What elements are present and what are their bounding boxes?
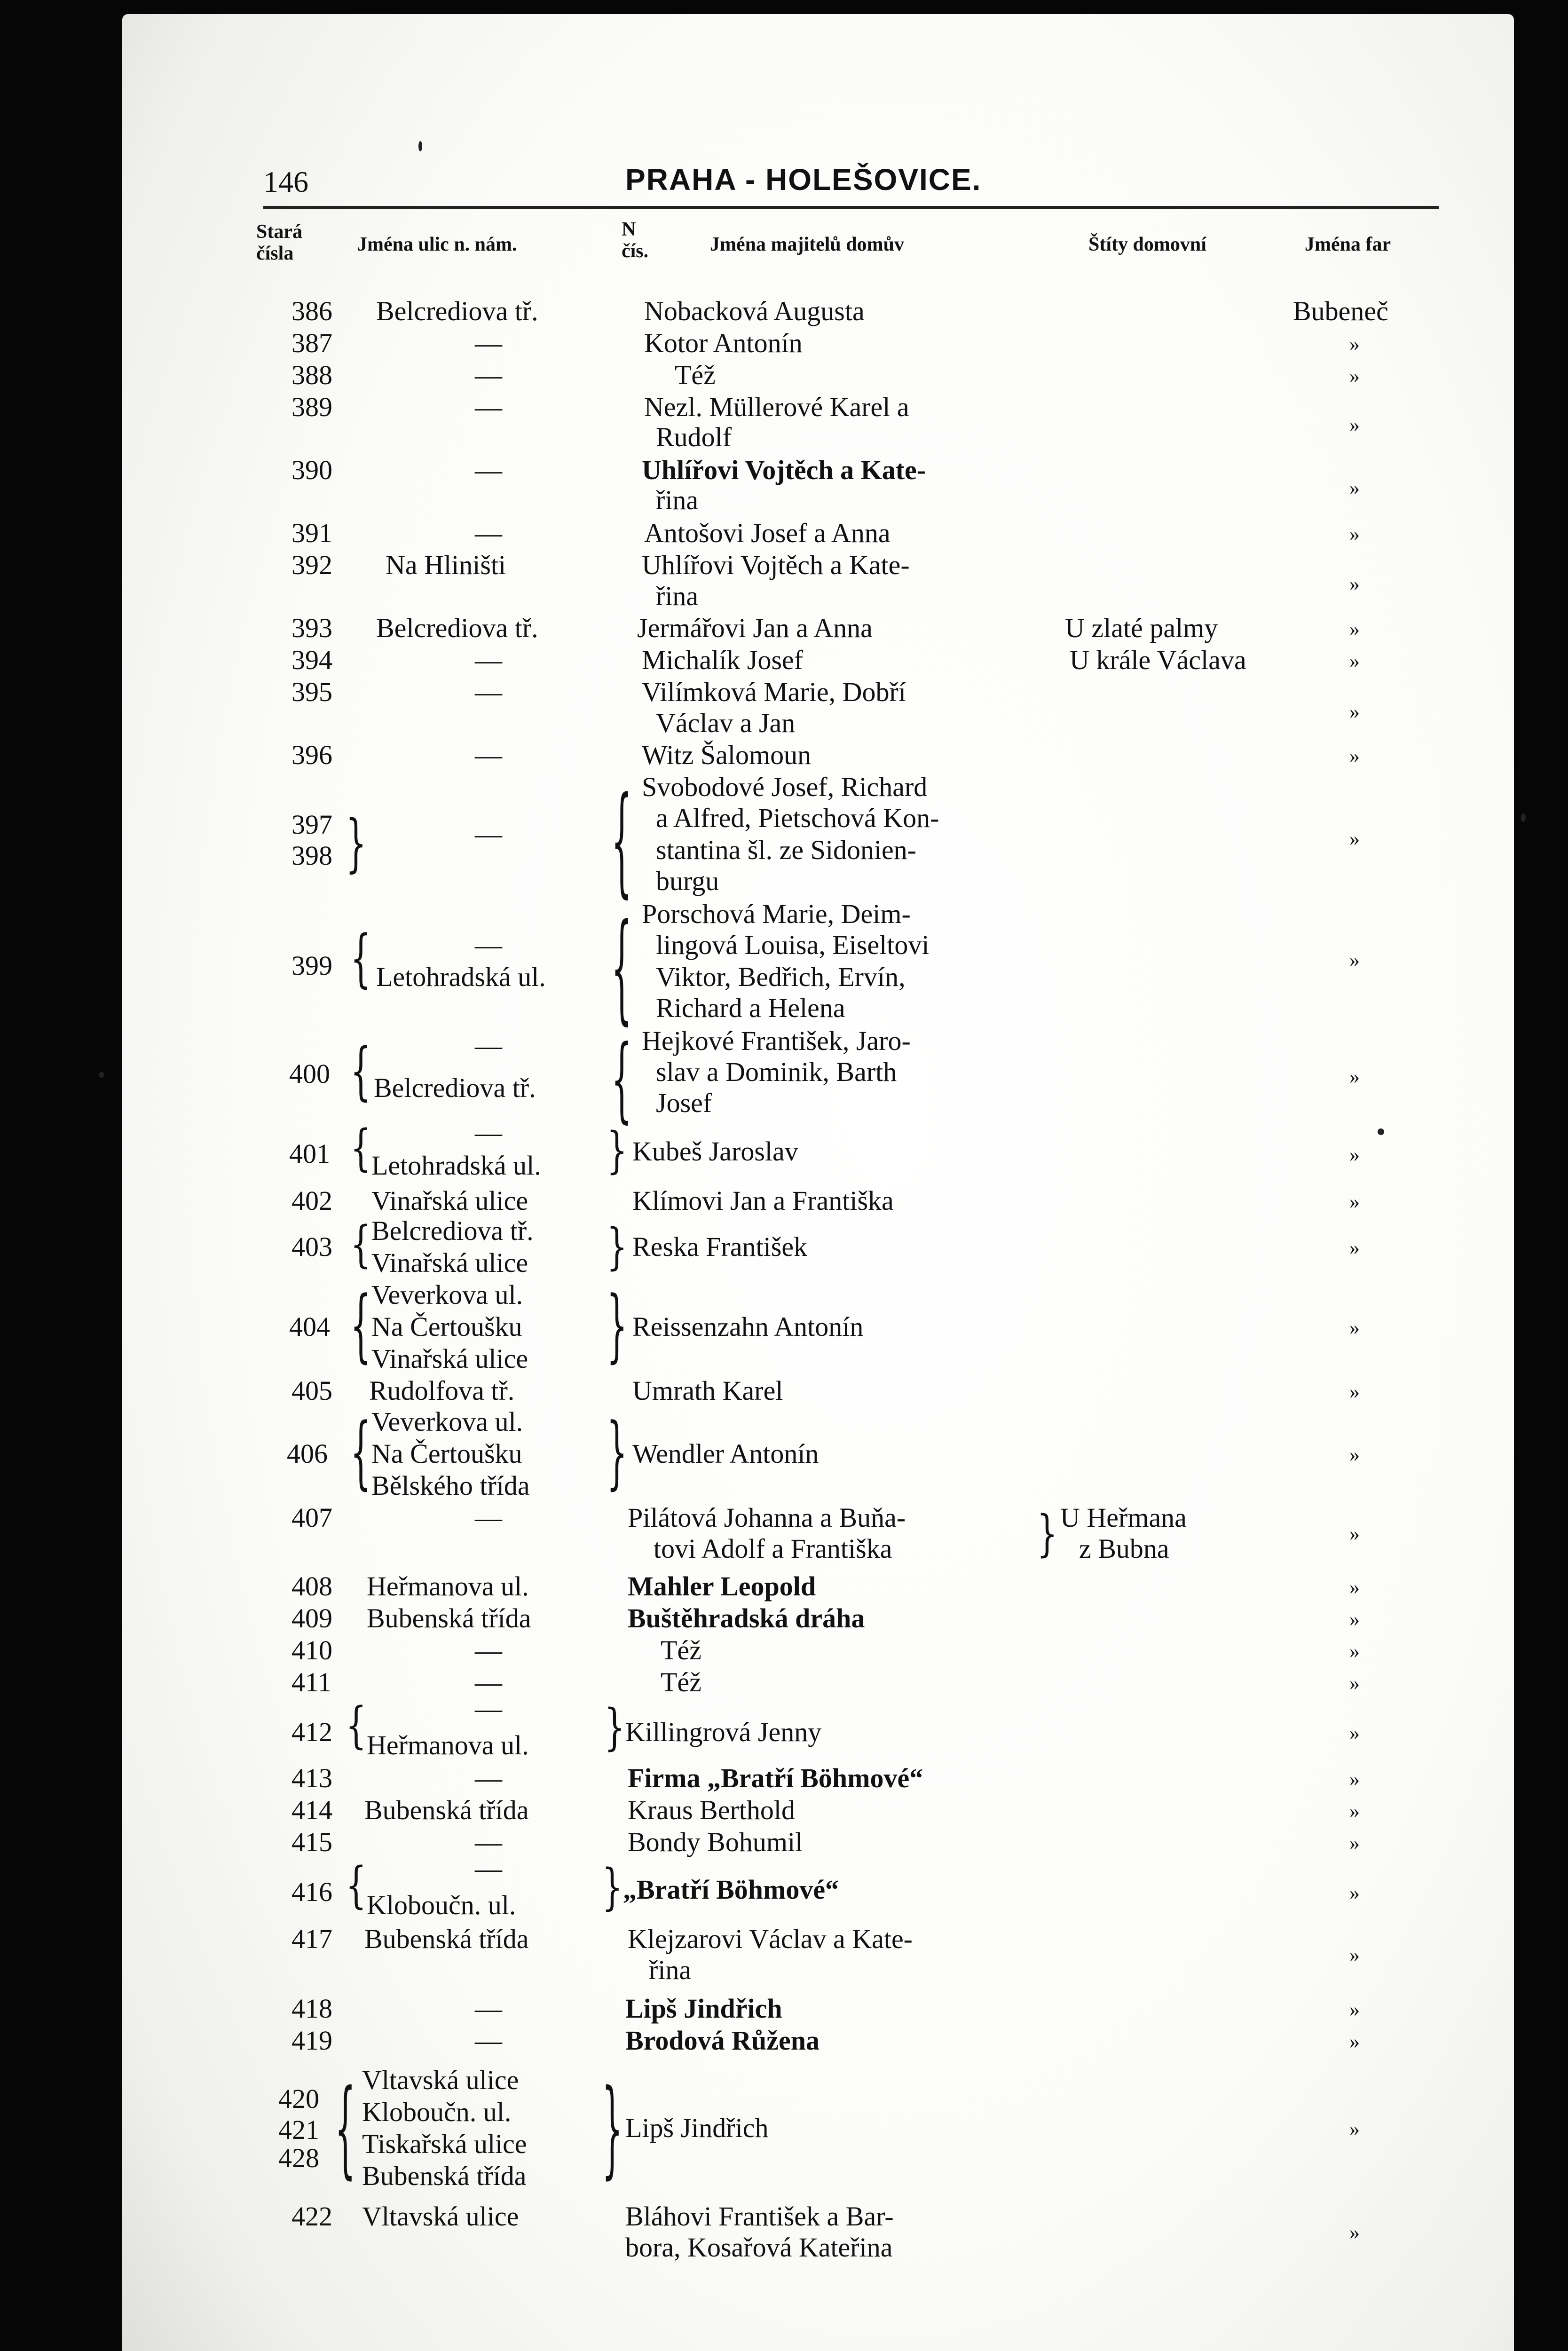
row-num: 419 (292, 2025, 332, 2056)
brace-left: { (350, 1215, 371, 1273)
row-owner-line: Václav a Jan (656, 708, 796, 738)
row-street-line: Kloboučn. ul. (367, 1890, 516, 1920)
ditto-mark: » (1349, 649, 1360, 672)
row-num: 407 (292, 1502, 332, 1533)
row-street-line: Bělského třída (371, 1470, 530, 1501)
row-street-line: Belcrediova tř. (371, 1215, 534, 1246)
brace-right: } (607, 1218, 628, 1276)
row-street: Heřmanova ul. (367, 1571, 529, 1602)
ditto-mark: » (1349, 700, 1360, 723)
row-street-line: Na Čertoušku (371, 1438, 522, 1469)
row-street-line: — (475, 1853, 502, 1884)
row-street-line: Letohradská ul. (371, 1150, 541, 1181)
row-owner-line: řina (656, 485, 699, 515)
scan-speck (99, 1072, 104, 1078)
brace-right: } (607, 1121, 628, 1179)
row-street-line: Na Čertoušku (371, 1311, 522, 1342)
row-num: 417 (292, 1924, 332, 1954)
row-shield: U krále Václava (1070, 645, 1246, 675)
ditto-mark: » (1349, 1143, 1360, 1166)
row-num: 413 (292, 1763, 332, 1793)
ditto-mark: » (1349, 617, 1360, 640)
row-num: 412 (292, 1717, 332, 1747)
row-street: — (475, 1993, 502, 2024)
row-street: — (475, 740, 502, 770)
col-header-parish: Jména far (1305, 234, 1391, 255)
ditto-mark: » (1349, 332, 1360, 355)
row-street: — (475, 1763, 502, 1793)
row-num: 401 (289, 1138, 330, 1169)
page-number: 146 (263, 165, 308, 198)
ditto-mark: » (1349, 1608, 1360, 1631)
row-street: Vinařská ulice (371, 1185, 528, 1216)
ditto-mark: » (1349, 827, 1360, 850)
row-street: — (475, 328, 502, 358)
brace-right: } (604, 1698, 625, 1756)
brace-left: { (611, 1025, 632, 1133)
row-shield-line: z Bubna (1079, 1533, 1169, 1564)
row-num: 390 (292, 455, 332, 485)
row-num: 414 (292, 1795, 332, 1825)
scan-speck (1521, 813, 1526, 822)
row-num: 388 (292, 360, 332, 390)
header-rule (263, 206, 1439, 209)
row-owner-line: a Alfred, Pietschová Kon- (656, 803, 939, 833)
scan-speck (1378, 1128, 1384, 1135)
page-title: PRAHA - HOLEŠOVICE. (625, 163, 982, 197)
ditto-mark: » (1349, 1236, 1360, 1259)
row-street-line: Belcrediova tř. (374, 1073, 536, 1103)
row-num: 389 (292, 392, 332, 422)
col-header-new-numbers: N čís. (622, 219, 649, 262)
ditto-mark: » (1349, 1799, 1360, 1822)
row-num: 393 (292, 613, 332, 643)
row-owner-line: burgu (656, 866, 719, 896)
row-owner: Firma „Bratří Böhmové“ (628, 1763, 923, 1793)
ditto-mark: » (1349, 2221, 1360, 2244)
row-owner-line: Uhlířovi Vojtěch a Kate- (642, 550, 910, 580)
row-owner-line: řina (656, 581, 699, 611)
row-owner-line: lingová Louisa, Eiseltovi (656, 930, 930, 960)
ditto-mark: » (1349, 1943, 1360, 1966)
row-street: — (475, 1502, 502, 1533)
col-header-old-numbers: Stará čísla (256, 221, 302, 264)
row-num: 406 (287, 1438, 328, 1469)
row-num: 420 (278, 2083, 319, 2114)
row-num: 418 (292, 1993, 332, 2024)
row-num: 422 (292, 2201, 332, 2232)
row-street-line: — (475, 1117, 502, 1148)
row-num: 400 (289, 1058, 330, 1089)
row-num: 397 (292, 809, 332, 840)
col-header-streets: Jména ulic n. nám. (357, 234, 517, 255)
row-num: 411 (292, 1667, 331, 1697)
row-owner-line: Richard a Helena (656, 993, 845, 1023)
brace-right: } (602, 2067, 623, 2190)
ditto-mark: » (1349, 744, 1360, 767)
col-header-owners: Jména majitelů domův (710, 234, 904, 255)
row-owner-line: bora, Kosařová Kateřina (625, 2232, 893, 2263)
row-owner: Jermářovi Jan a Anna (637, 613, 873, 643)
ditto-mark: » (1349, 948, 1360, 971)
row-street: — (475, 1635, 502, 1665)
row-street: — (475, 518, 502, 548)
row-owner-line: Vilímková Marie, Dobří (642, 677, 906, 707)
ditto-mark: » (1349, 1190, 1360, 1213)
row-num: 394 (292, 645, 332, 675)
row-owner-line: Rudolf (656, 422, 732, 452)
brace-left: { (611, 898, 632, 1037)
brace-right: } (602, 1858, 623, 1916)
brace-left: { (335, 2067, 356, 2190)
brace-left: { (350, 1034, 371, 1108)
row-owner: „Bratří Böhmové“ (623, 1874, 839, 1905)
ditto-mark: » (1349, 413, 1360, 436)
ditto-mark: » (1349, 1576, 1360, 1599)
row-owner-line: Josef (656, 1088, 712, 1118)
row-owner: Klímovi Jan a Františka (632, 1185, 894, 1216)
brace-right: } (607, 1279, 628, 1372)
row-num: 416 (292, 1877, 332, 1907)
ditto-mark: » (1349, 1767, 1360, 1791)
row-street-line: Vinařská ulice (371, 1343, 528, 1374)
row-owner-line: Bláhovi František a Bar- (625, 2201, 894, 2232)
row-street: — (475, 2025, 502, 2056)
row-num: 405 (292, 1375, 332, 1406)
row-street: Bubenská třída (364, 1795, 529, 1825)
row-owner: Mahler Leopold (628, 1571, 816, 1602)
row-owner: Kubeš Jaroslav (632, 1136, 798, 1167)
row-owner: Kotor Antonín (644, 328, 803, 358)
ditto-mark: » (1349, 522, 1360, 545)
row-owner: Lipš Jindřich (625, 1993, 782, 2024)
row-owner: Též (661, 1635, 701, 1665)
row-owner-line: stantina šl. ze Sidonien- (656, 835, 917, 865)
row-street: Vltavská ulice (362, 2201, 519, 2232)
row-street: — (475, 392, 502, 422)
row-owner: Wendler Antonín (632, 1438, 819, 1469)
col-header-shields: Štíty domovní (1088, 234, 1206, 255)
row-street: Na Hliništi (386, 550, 506, 580)
row-street-line: Kloboučn. ul. (362, 2097, 512, 2127)
row-num: 415 (292, 1827, 332, 1857)
row-street: — (475, 455, 502, 485)
row-owner-line: Viktor, Bedřich, Ervín, (656, 962, 906, 992)
row-owner: Reissenzahn Antonín (632, 1311, 864, 1342)
row-num: 409 (292, 1603, 332, 1633)
row-owner: Bondy Bohumil (628, 1827, 803, 1857)
row-owner-line: tovi Adolf a Františka (654, 1533, 892, 1564)
row-street-line: — (475, 930, 502, 960)
brace-left: { (346, 1696, 367, 1754)
row-owner-line: Klejzarovi Václav a Kate- (628, 1924, 913, 1954)
row-owner: Brodová Růžena (625, 2025, 820, 2056)
row-owner-line: Svobodové Josef, Richard (642, 772, 928, 802)
ditto-mark: » (1349, 1881, 1360, 1904)
row-num: 396 (292, 740, 332, 770)
row-owner: Nobacková Augusta (644, 296, 865, 326)
row-owner: Buštěhradská dráha (628, 1603, 865, 1633)
row-owner: Reska František (632, 1231, 808, 1262)
row-street: — (475, 1827, 502, 1857)
row-owner: Lipš Jindřich (625, 2113, 769, 2143)
row-parish: Bubeneč (1293, 296, 1388, 326)
brace-left: { (350, 1119, 371, 1177)
row-owner-line: Hejkové František, Jaro- (642, 1026, 911, 1056)
row-num: 398 (292, 840, 332, 871)
row-owner: Umrath Karel (632, 1375, 783, 1406)
row-street: — (475, 645, 502, 675)
row-owner-line: slav a Dominik, Barth (656, 1057, 897, 1087)
row-num: 402 (292, 1185, 332, 1216)
ditto-mark: » (1349, 1380, 1360, 1403)
ditto-mark: » (1349, 1998, 1360, 2021)
row-num: 387 (292, 328, 332, 358)
brace-left: { (350, 1406, 371, 1499)
row-street-line: Heřmanova ul. (367, 1730, 529, 1760)
row-street: Bubenská třída (364, 1924, 529, 1954)
row-street-line: Veverkova ul. (371, 1279, 523, 1310)
row-street: Bubenská třída (367, 1603, 531, 1633)
row-street: — (475, 677, 502, 707)
row-street-line: Vinařská ulice (371, 1247, 528, 1278)
row-owner: Killingrová Jenny (625, 1717, 822, 1747)
ditto-mark: » (1349, 1721, 1360, 1744)
ditto-mark: » (1349, 2117, 1360, 2140)
row-num: 410 (292, 1635, 332, 1665)
ditto-mark: » (1349, 2030, 1360, 2053)
brace-left: { (350, 1279, 371, 1372)
row-num: 386 (292, 296, 332, 326)
row-owner: Kraus Berthold (628, 1795, 795, 1825)
row-street: Belcrediova tř. (376, 613, 538, 643)
row-owner-line: řina (649, 1955, 692, 1985)
row-street: — (475, 819, 502, 849)
row-num: 428 (278, 2143, 319, 2173)
row-num: 392 (292, 550, 332, 580)
row-street-line: Vltavská ulice (362, 2065, 519, 2095)
row-street-line: Tiskařská ulice (362, 2129, 527, 2159)
row-street: — (475, 1667, 502, 1697)
ditto-mark: » (1349, 1672, 1360, 1695)
scan-speck (418, 141, 422, 151)
row-street: Rudolfova tř. (369, 1375, 515, 1406)
ditto-mark: » (1349, 1522, 1360, 1545)
ditto-mark: » (1349, 1065, 1360, 1088)
row-street-line: Letohradská ul. (376, 962, 546, 992)
row-shield-line: U Heřmana (1060, 1502, 1187, 1533)
row-num: 395 (292, 677, 332, 707)
row-street: Belcrediova tř. (376, 296, 538, 326)
row-owner-line: Pilátová Johanna a Buňa- (628, 1502, 906, 1533)
brace-right: } (607, 1406, 628, 1499)
row-owner-line: Uhlířovi Vojtěch a Kate- (642, 455, 926, 485)
row-shield: U zlaté palmy (1065, 613, 1218, 643)
row-owner: Antošovi Josef a Anna (644, 518, 890, 548)
row-num: 391 (292, 518, 332, 548)
ditto-mark: » (1349, 1831, 1360, 1854)
row-num: 421 (278, 2114, 319, 2145)
row-owner: Witz Šalomoun (642, 740, 812, 770)
brace-right: } (1037, 1505, 1058, 1562)
row-owner: Michalík Josef (642, 645, 804, 675)
row-owner: Též (675, 360, 716, 390)
brace-left: { (350, 922, 371, 995)
row-num: 399 (292, 950, 332, 981)
row-street-line: — (475, 1030, 502, 1061)
row-num: 404 (289, 1311, 330, 1342)
row-owner-line: Porschová Marie, Deim- (642, 899, 911, 929)
row-num: 403 (292, 1231, 332, 1262)
ditto-mark: » (1349, 1316, 1360, 1339)
row-street-line: Veverkova ul. (371, 1406, 523, 1437)
ditto-mark: » (1349, 364, 1360, 387)
row-street-line: Bubenská třída (362, 2161, 527, 2191)
row-street-line: — (475, 1693, 502, 1724)
ditto-mark: » (1349, 1443, 1360, 1466)
brace-right: } (346, 806, 367, 880)
brace-left: { (346, 1856, 367, 1914)
row-num: 408 (292, 1571, 332, 1602)
ditto-mark: » (1349, 1640, 1360, 1663)
row-owner-line: Nezl. Müllerové Karel a (644, 392, 909, 422)
row-street: — (475, 360, 502, 390)
brace-left: { (611, 771, 632, 910)
ditto-mark: » (1349, 572, 1360, 595)
row-owner: Též (661, 1667, 701, 1697)
ditto-mark: » (1349, 476, 1360, 499)
